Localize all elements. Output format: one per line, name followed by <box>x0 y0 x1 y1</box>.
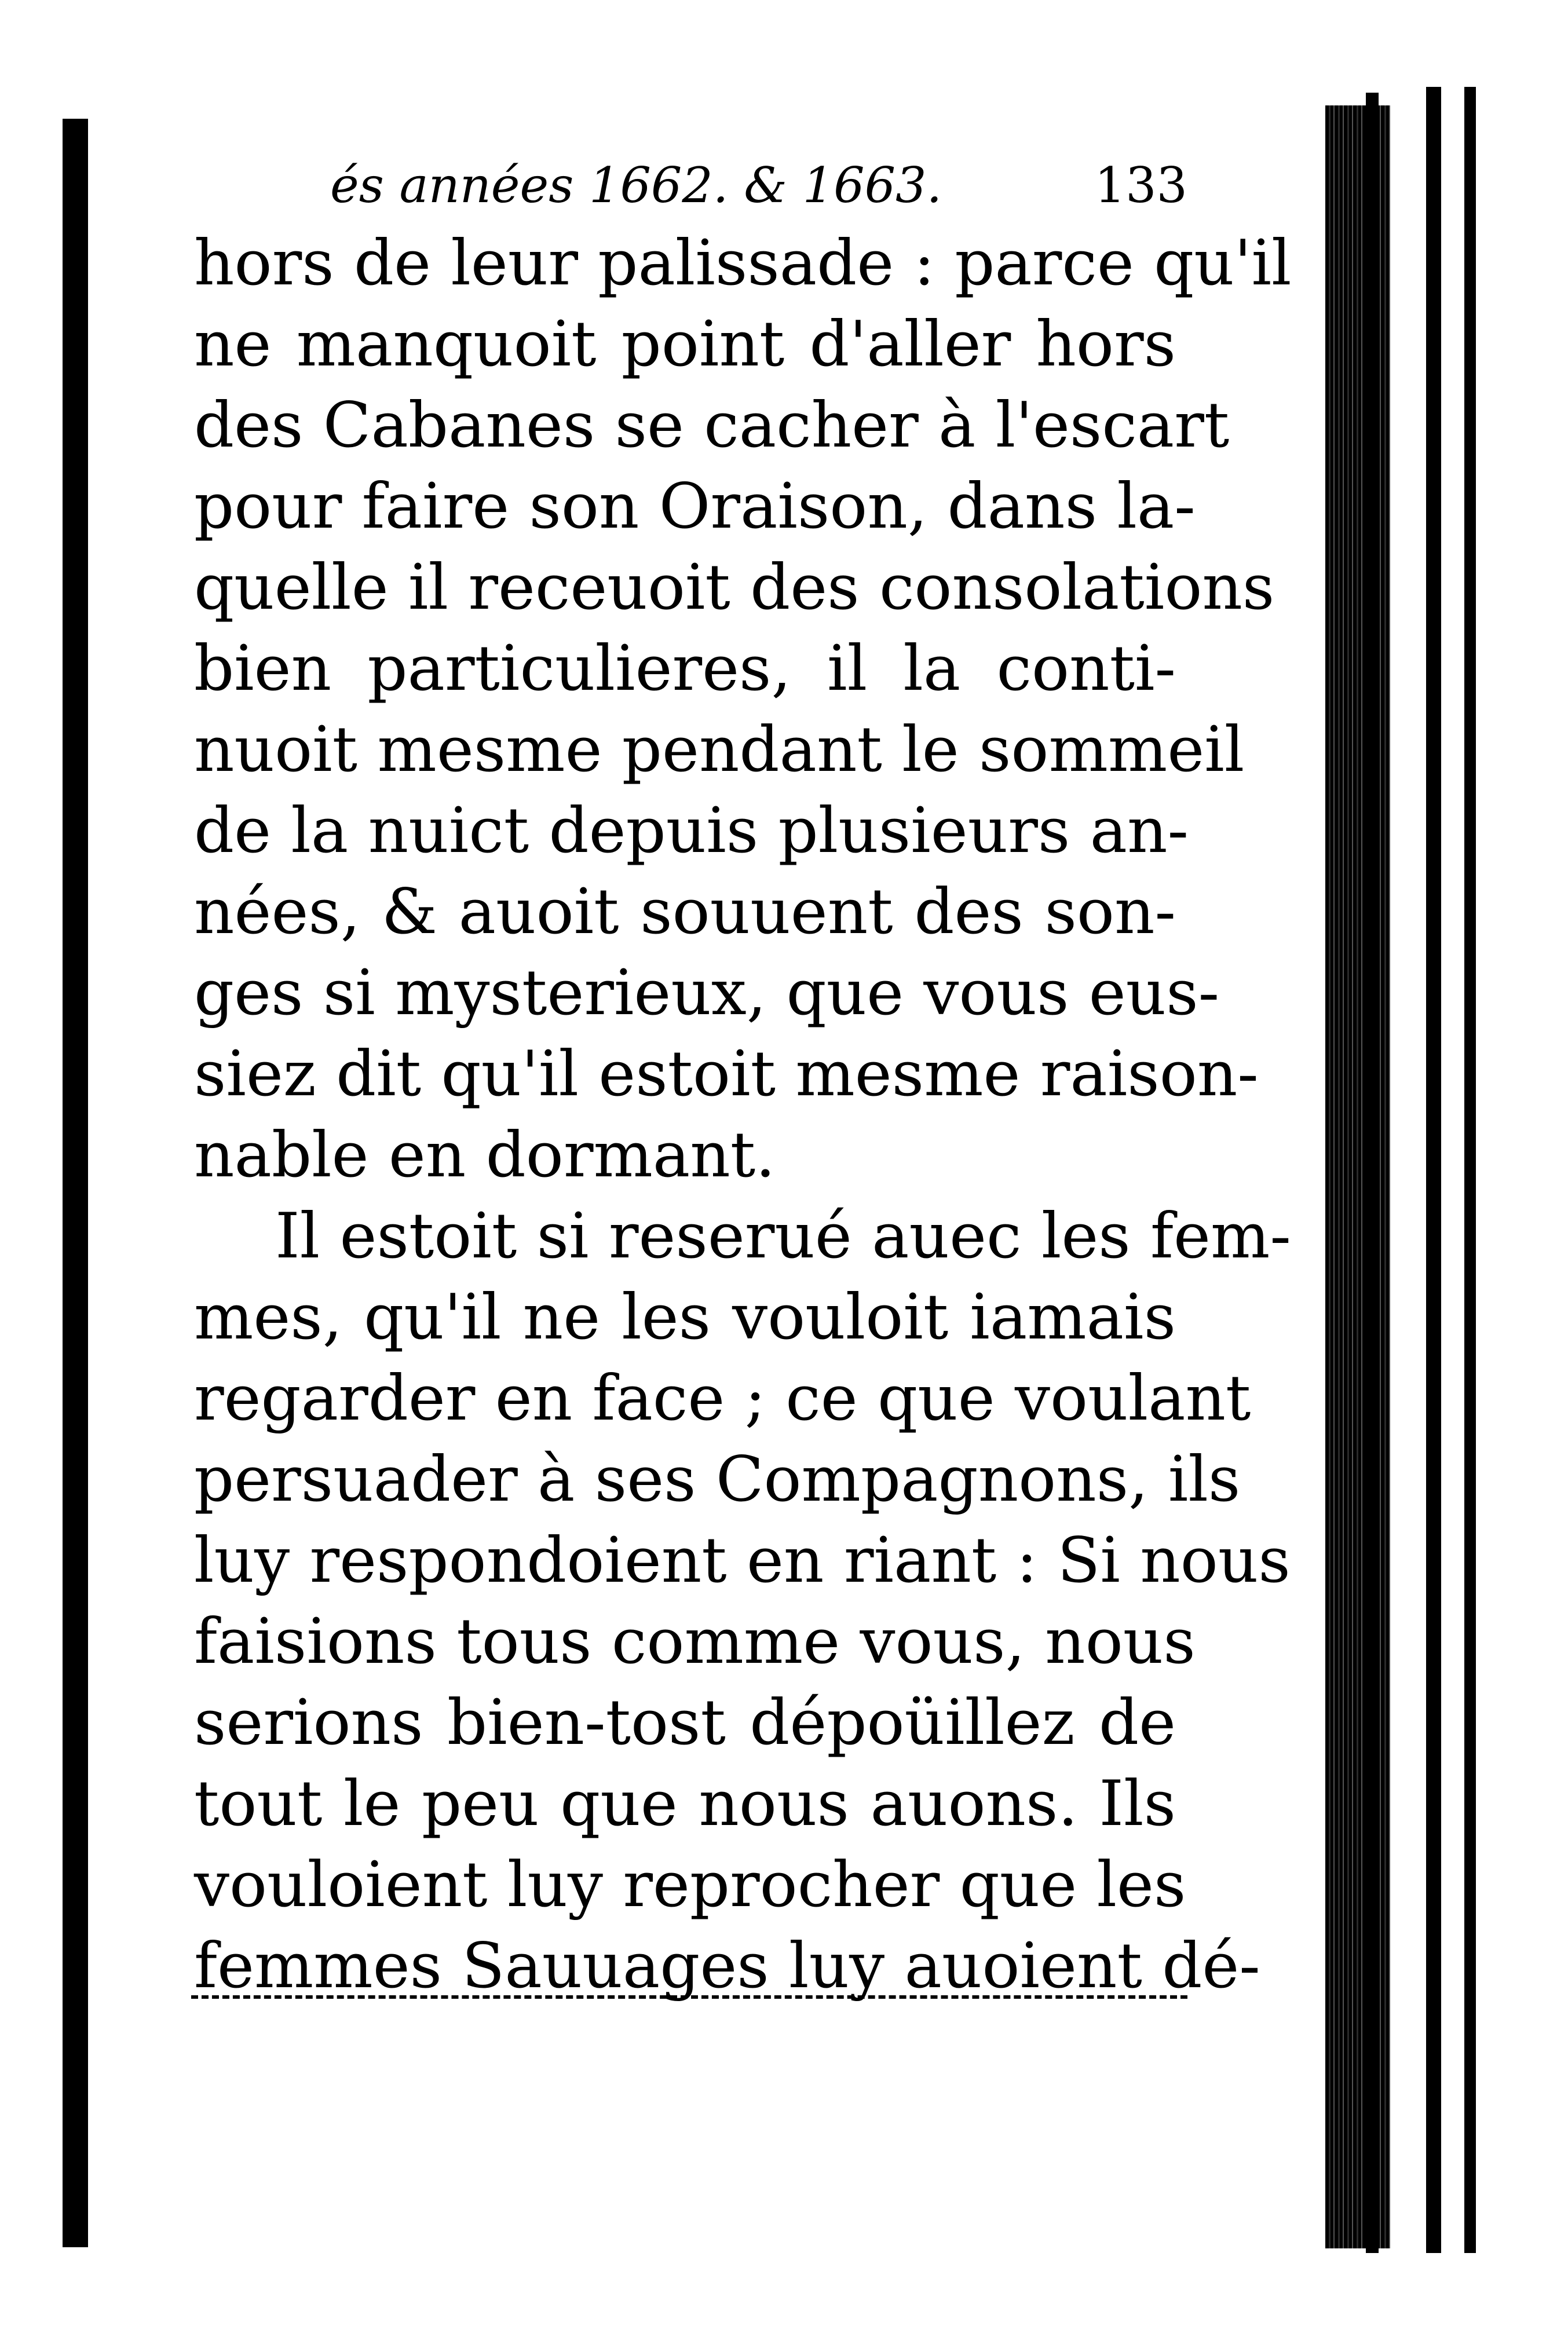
page-edge-rule <box>1426 87 1441 2253</box>
text-line: bien particulieres, il la conti- <box>194 632 1176 705</box>
page-number: 133 <box>1094 157 1187 214</box>
text-line: faisions tous comme vous, nous <box>194 1605 1196 1678</box>
text-line: hors de leur palissade : parce qu'il <box>194 227 1292 299</box>
body-text <box>194 223 1292 2007</box>
text-line: serions bien-tost dépoüillez de <box>194 1687 1176 1759</box>
text-line: des Cabanes se cacher à l'escart <box>194 389 1230 462</box>
bottom-dashed-rule <box>191 1995 1187 1999</box>
text-line: nées, & auoit souuent des son- <box>194 876 1176 948</box>
text-line: tout le peu que nous auons. Ils <box>194 1768 1176 1840</box>
text-line: femmes Sauuages luy auoient dé- <box>194 1930 1260 2002</box>
text-line: vouloient luy reprocher que les <box>194 1849 1186 1921</box>
page-edge-paper <box>1441 98 1464 2253</box>
gutter-rule <box>63 119 88 2247</box>
text-line: luy respondoient en riant : Si nous <box>194 1524 1291 1597</box>
text-line: quelle il receuoit des consolations <box>194 551 1275 624</box>
page-edge-rule <box>1366 93 1379 2253</box>
text-line: pour faire son Oraison, dans la- <box>194 470 1196 543</box>
text-line: mes, qu'il ne les vouloit iamais <box>194 1281 1176 1354</box>
text-line: nuoit mesme pendant le sommeil <box>194 714 1245 786</box>
page-edge-rule <box>1464 87 1476 2253</box>
text-line: Il estoit si reserué auec les fem- <box>275 1200 1291 1272</box>
text-line: ges si mysterieux, que vous eus- <box>194 957 1220 1029</box>
text-line: regarder en face ; ce que voulant <box>194 1362 1251 1435</box>
page-edge-paper <box>1390 98 1426 2253</box>
text-line: de la nuict depuis plusieurs an- <box>194 795 1189 867</box>
running-header <box>330 153 1187 217</box>
text-line: ne manquoit point d'aller hors <box>194 308 1176 381</box>
text-line: nable en dormant. <box>194 1119 776 1191</box>
running-title: és années 1662. & 1663. <box>330 157 942 214</box>
text-line: siez dit qu'il estoit mesme raison- <box>194 1038 1259 1110</box>
text-line: persuader à ses Compagnons, ils <box>194 1443 1241 1516</box>
